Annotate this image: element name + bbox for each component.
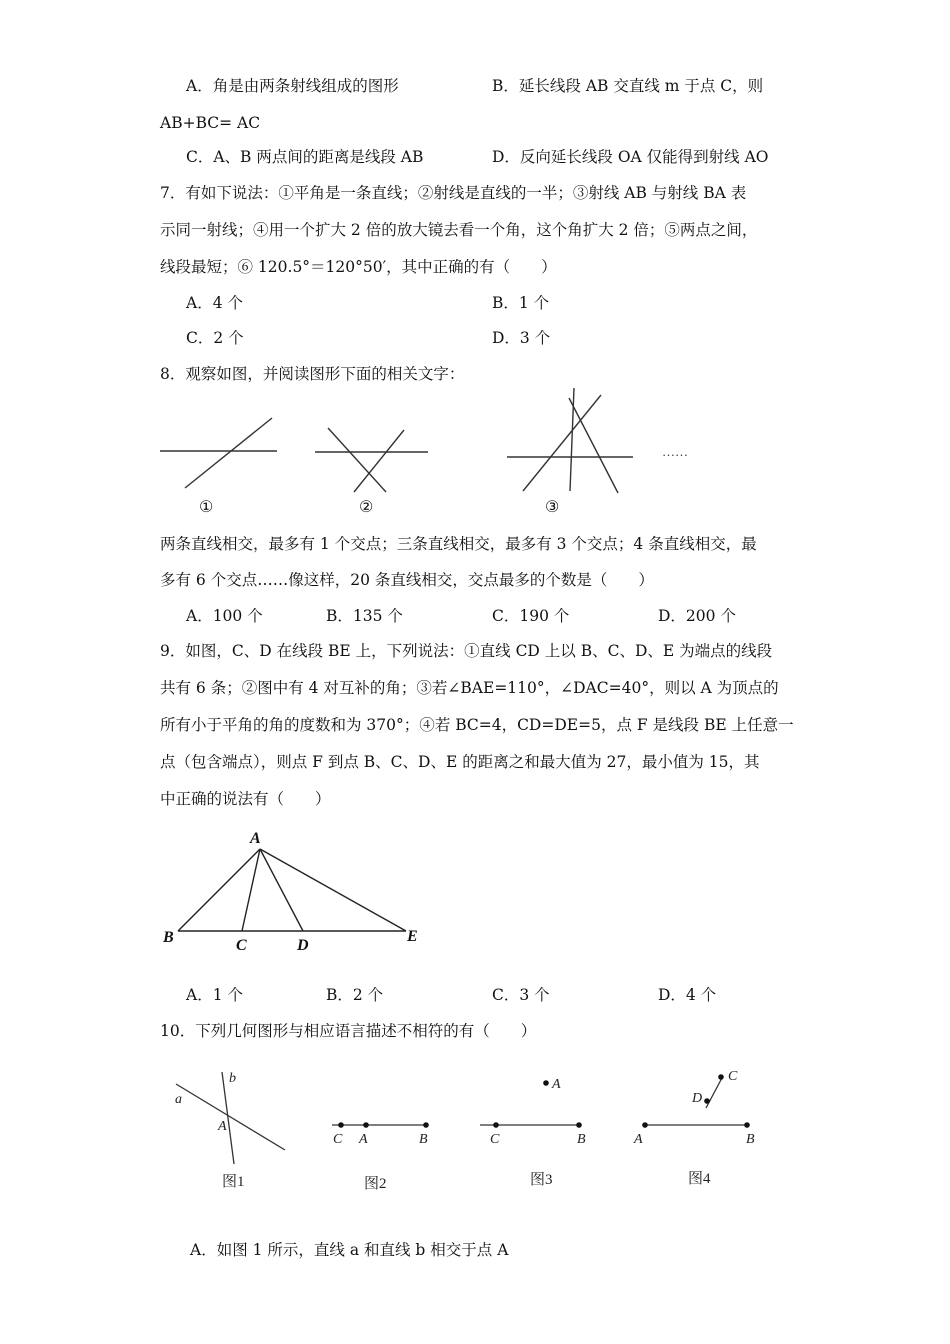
q8-option-d: D．200 个 xyxy=(658,607,736,625)
q10-fig2-point-b xyxy=(423,1122,429,1128)
q7-option-b: B．1 个 xyxy=(492,294,550,312)
q7-text-line1: 7．有如下说法：①平角是一条直线；②射线是直线的一半；③射线 AB 与射线 BA 表 xyxy=(160,184,747,202)
q10-fig3-caption: 图3 xyxy=(530,1172,553,1188)
q7-text-line2: 示同一射线；④用一个扩大 2 倍的放大镜去看一个角，这个角扩大 2 倍；⑤两点之间， xyxy=(160,221,758,239)
q9-option-c: C．3 个 xyxy=(492,986,550,1004)
q10-fig4-point-a xyxy=(642,1122,648,1128)
q10-fig1-caption: 图1 xyxy=(222,1174,245,1190)
q9-segment-ab xyxy=(178,849,260,931)
q9-segment-ac xyxy=(242,849,260,931)
q10-fig4-label-d: D xyxy=(692,1091,703,1106)
q8-fig1-label: ① xyxy=(199,499,214,516)
q9-point-a-label: A xyxy=(250,830,261,847)
q8-fig2-label: ② xyxy=(359,499,374,516)
q10-text-line1: 10．下列几何图形与相应语言描述不相符的有（ ） xyxy=(160,1022,537,1040)
q10-fig4-point-c xyxy=(718,1074,724,1080)
q7-option-a: A．4 个 xyxy=(186,294,243,312)
q8-option-a: A．100 个 xyxy=(186,607,263,625)
q10-fig3-point-b xyxy=(576,1122,582,1128)
q9-text-line4: 点（包含端点），则点 F 到点 B、C、D、E 的距离之和最大值为 27，最小值为 15，其 xyxy=(160,753,760,771)
q8-text-line1: 8．观察如图，并阅读图形下面的相关文字： xyxy=(160,365,465,383)
q6-option-b: B．延长线段 AB 交直线 m 于点 C，则 xyxy=(492,77,764,95)
q7-option-d: D．3 个 xyxy=(492,329,551,347)
q9-text-line5: 中正确的说法有（ ） xyxy=(160,790,331,808)
q8-fig2-line-up xyxy=(354,430,404,492)
q10-fig4-point-b xyxy=(744,1122,750,1128)
q10-fig4-label-a: A xyxy=(634,1132,643,1147)
q9-text-line1: 9．如图，C、D 在线段 BE 上，下列说法：①直线 CD 上以 B、C、D、E 为端点的线段 xyxy=(160,642,773,660)
q10-fig4-caption: 图4 xyxy=(688,1171,711,1187)
q6-option-a: A．角是由两条射线组成的图形 xyxy=(186,77,399,95)
q8-fig1-line-oblique xyxy=(185,418,272,488)
q9-option-a: A．1 个 xyxy=(186,986,243,1004)
q9-text-line3: 所有小于平角的角的度数和为 370°；④若 BC=4，CD=DE=5，点 F 是线段 BE 上任意一 xyxy=(160,716,794,734)
q10-fig1-label-point-a: A xyxy=(218,1119,227,1134)
q10-fig3-label-b: B xyxy=(577,1132,586,1147)
q10-fig2-point-c xyxy=(338,1122,344,1128)
q8-text-line2: 两条直线相交，最多有 1 个交点；三条直线相交，最多有 3 个交点；4 条直线相交，最 xyxy=(160,535,757,553)
q10-fig3-point-a xyxy=(543,1080,549,1086)
q10-fig2-caption: 图2 xyxy=(364,1176,387,1192)
q10-fig1-label-b: b xyxy=(229,1071,236,1086)
q7-text-line3: 线段最短；⑥ 120.5°＝120°50′，其中正确的有（ ） xyxy=(160,258,557,276)
q9-point-e-label: E xyxy=(407,928,418,945)
q8-text-line3: 多有 6 个交点……像这样，20 条直线相交，交点最多的个数是（ ） xyxy=(160,571,654,589)
q8-fig2-line-down xyxy=(328,428,386,492)
q9-option-d: D．4 个 xyxy=(658,986,717,1004)
q10-fig4-point-d xyxy=(704,1098,710,1104)
q8-fig3-line-up xyxy=(523,395,601,491)
q9-point-c-label: C xyxy=(236,937,247,954)
q8-figure-intersecting-lines xyxy=(150,388,710,520)
q8-fig3-line-steep-down xyxy=(569,398,618,493)
q10-fig3-label-c: C xyxy=(490,1132,500,1147)
q10-fig2-label-c: C xyxy=(333,1132,343,1147)
q10-fig3-point-c xyxy=(493,1122,499,1128)
q8-option-b: B．135 个 xyxy=(326,607,403,625)
q8-fig3-label: ③ xyxy=(545,499,560,516)
q9-point-b-label: B xyxy=(163,929,174,946)
q10-option-a: A．如图 1 所示，直线 a 和直线 b 相交于点 A xyxy=(190,1241,509,1259)
q10-fig3-label-a: A xyxy=(552,1077,561,1092)
q10-fig1-label-a: a xyxy=(175,1092,182,1107)
q9-text-line2: 共有 6 条；②图中有 4 对互补的角；③若∠BAE=110°，∠DAC=40°，则以 A 为顶点的 xyxy=(160,679,779,697)
q6-option-b-continued: AB+BC= AC xyxy=(160,114,261,132)
q7-option-c: C．2 个 xyxy=(186,329,244,347)
q10-fig4-label-c: C xyxy=(728,1069,738,1084)
q9-option-b: B．2 个 xyxy=(326,986,384,1004)
q9-point-d-label: D xyxy=(297,937,309,954)
q6-option-d: D．反向延长线段 OA 仅能得到射线 AO xyxy=(492,148,769,166)
q8-continuation-dots: …… xyxy=(662,444,688,459)
q10-fig4-label-b: B xyxy=(746,1132,755,1147)
q8-option-c: C．190 个 xyxy=(492,607,570,625)
q10-figures xyxy=(150,1060,790,1200)
q10-fig2-point-a xyxy=(363,1122,369,1128)
q10-fig2-label-b: B xyxy=(419,1132,428,1147)
q10-fig2-label-a: A xyxy=(359,1132,368,1147)
q6-option-c: C．A、B 两点间的距离是线段 AB xyxy=(186,148,424,166)
q9-figure-triangle xyxy=(150,825,440,960)
